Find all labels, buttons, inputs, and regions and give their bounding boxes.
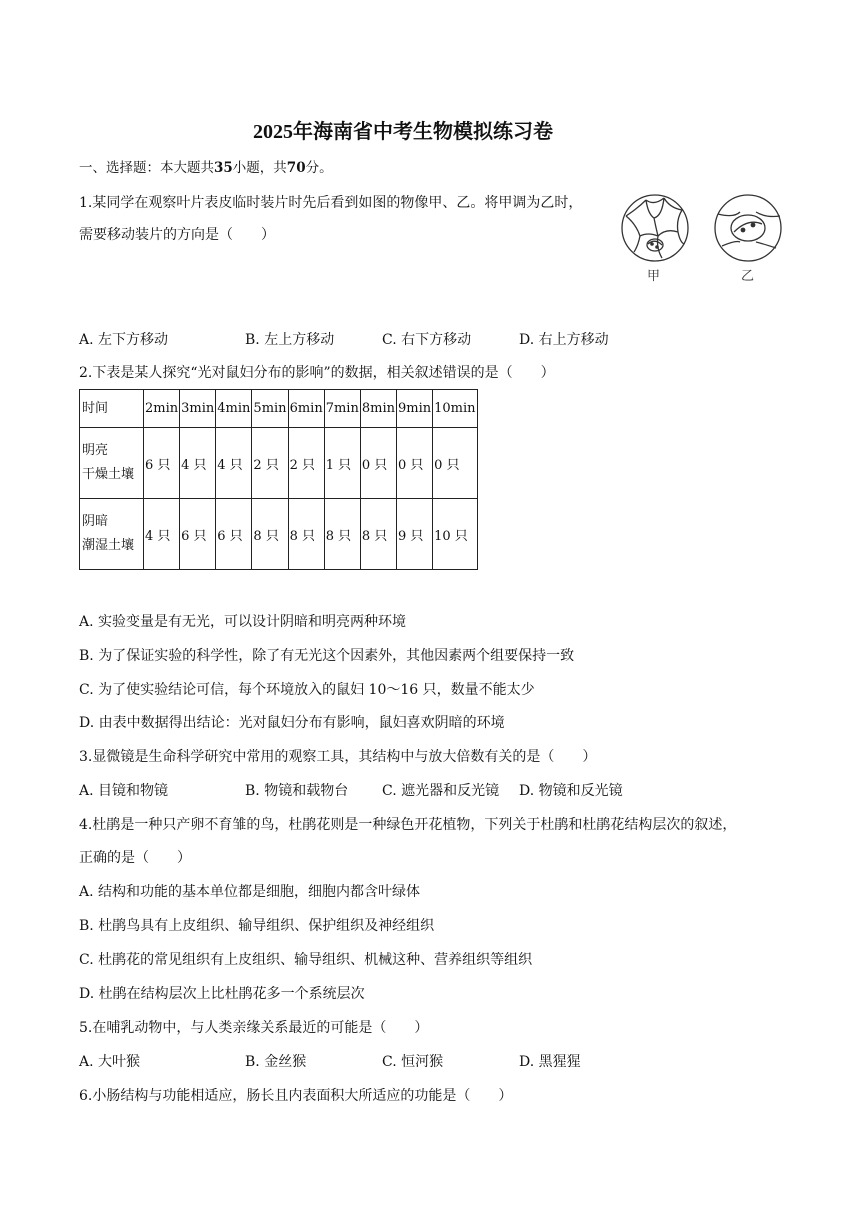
q4-option-a[interactable]: A. 结构和功能的基本单位都是细胞，细胞内都含叶绿体: [79, 884, 421, 900]
q5-option-d[interactable]: D. 黑猩猩: [519, 1054, 581, 1070]
table-cell: 0 只: [433, 428, 477, 499]
row-label-line1: 阴暗: [82, 514, 109, 529]
table-cell: 8 只: [324, 499, 360, 570]
q1-stem-line1: 1.某同学在观察叶片表皮临时装片时先后看到如图的物像甲、乙。将甲调为乙时，: [79, 195, 583, 211]
q6-stem: 6.小肠结构与功能相适应，肠长且内表面积大所适应的功能是（ ）: [79, 1088, 513, 1104]
q3-option-c[interactable]: C. 遮光器和反光镜: [382, 783, 500, 799]
row-label-line2: 潮湿土壤: [82, 538, 135, 553]
q4-stem-line2: 正确的是（ ）: [79, 850, 191, 866]
row-label-line1: 明亮: [82, 443, 109, 458]
table-header-cell: 时间: [80, 390, 144, 428]
view-jia-illustration: [622, 195, 688, 261]
table-cell: 4 只: [216, 428, 252, 499]
table-cell: 6 只: [144, 428, 180, 499]
table-row: [80, 428, 478, 499]
table-header-cell: 10min: [433, 390, 477, 428]
q3-option-d[interactable]: D. 物镜和反光镜: [519, 783, 623, 799]
section-header: [79, 156, 333, 176]
q5-stem: 5.在哺乳动物中，与人类亲缘关系最近的可能是（ ）: [79, 1020, 429, 1036]
q1-stem-line2: 需要移动装片的方向是（ ）: [79, 227, 275, 243]
q1-option-a[interactable]: A. 左下方移动: [79, 332, 169, 348]
q1-microscope-figure: [618, 188, 798, 288]
table-header-cell: 4min: [216, 390, 252, 428]
q5-option-b[interactable]: B. 金丝猴: [245, 1054, 307, 1070]
table-cell: 4 只: [144, 499, 180, 570]
q3-option-b[interactable]: B. 物镜和载物台: [245, 783, 349, 799]
table-cell: 0 只: [360, 428, 396, 499]
q4-option-b[interactable]: B. 杜鹃鸟具有上皮组织、输导组织、保护组织及神经组织: [79, 918, 435, 934]
table-header-cell: 6min: [288, 390, 324, 428]
q5-option-c[interactable]: C. 恒河猴: [382, 1054, 444, 1070]
table-header-cell: 7min: [324, 390, 360, 428]
table-header-cell: 2min: [144, 390, 180, 428]
q2-stem: 2.下表是某人探究“光对鼠妇分布的影响”的数据，相关叙述错误的是（ ）: [79, 365, 555, 381]
table-cell: 0 只: [396, 428, 432, 499]
q2-data-table: [79, 389, 478, 570]
total-score: 70: [286, 160, 306, 176]
section-prefix: 一、选择题：本大题共: [79, 160, 214, 176]
table-cell: 1 只: [324, 428, 360, 499]
table-cell: 9 只: [396, 499, 432, 570]
question-count: 35: [214, 160, 233, 176]
row-label-line2: 干燥土壤: [82, 467, 135, 482]
q2-option-c[interactable]: C. 为了使实验结论可信，每个环境放入的鼠妇 10～16 只，数量不能太少: [79, 682, 535, 698]
q2-option-a[interactable]: A. 实验变量是有无光，可以设计阴暗和明亮两种环境: [79, 614, 407, 630]
table-header-row: [80, 390, 478, 428]
q1-option-b[interactable]: B. 左上方移动: [245, 332, 335, 348]
q1-option-c[interactable]: C. 右下方移动: [382, 332, 472, 348]
table-header-cell: 3min: [180, 390, 216, 428]
q4-option-d[interactable]: D. 杜鹃在结构层次上比杜鹃花多一个系统层次: [79, 986, 365, 1002]
q4-stem-line1: 4.杜鹃是一种只产卵不育雏的鸟，杜鹃花则是一种绿色开花植物，下列关于杜鹃和杜鹃花结构层次的叙述，: [79, 817, 737, 833]
table-cell: 10 只: [433, 499, 477, 570]
view-yi-illustration: [715, 195, 781, 261]
q5-option-a[interactable]: A. 大叶猴: [79, 1054, 141, 1070]
table-header-cell: 9min: [396, 390, 432, 428]
table-cell: 6 只: [216, 499, 252, 570]
table-cell: 2 只: [288, 428, 324, 499]
table-cell: 6 只: [180, 499, 216, 570]
table-header-cell: 5min: [252, 390, 288, 428]
section-mid: 小题，共: [232, 160, 287, 176]
figure-label-jia: 甲: [647, 269, 661, 284]
table-header-cell: 8min: [360, 390, 396, 428]
section-suffix: 分。: [305, 160, 333, 176]
q3-stem: 3.显微镜是生命科学研究中常用的观察工具，其结构中与放大倍数有关的是（ ）: [79, 749, 597, 765]
table-cell: 8 只: [288, 499, 324, 570]
table-cell: 8 只: [252, 499, 288, 570]
table-cell: 8 只: [360, 499, 396, 570]
q2-option-b[interactable]: B. 为了保证实验的科学性，除了有无光这个因素外，其他因素两个组要保持一致: [79, 648, 575, 664]
table-row: [80, 499, 478, 570]
q1-option-d[interactable]: D. 右上方移动: [519, 332, 609, 348]
table-cell: 4 只: [180, 428, 216, 499]
q3-option-a[interactable]: A. 目镜和物镜: [79, 783, 169, 799]
page-title: 2025年海南省中考生物模拟练习卷: [253, 121, 553, 143]
q2-option-d[interactable]: D. 由表中数据得出结论：光对鼠妇分布有影响，鼠妇喜欢阴暗的环境: [79, 715, 505, 731]
q4-option-c[interactable]: C. 杜鹃花的常见组织有上皮组织、输导组织、机械这种、营养组织等组织: [79, 952, 533, 968]
table-cell: 2 只: [252, 428, 288, 499]
row-label: [80, 428, 144, 499]
row-label: [80, 499, 144, 570]
figure-label-yi: 乙: [741, 269, 755, 284]
